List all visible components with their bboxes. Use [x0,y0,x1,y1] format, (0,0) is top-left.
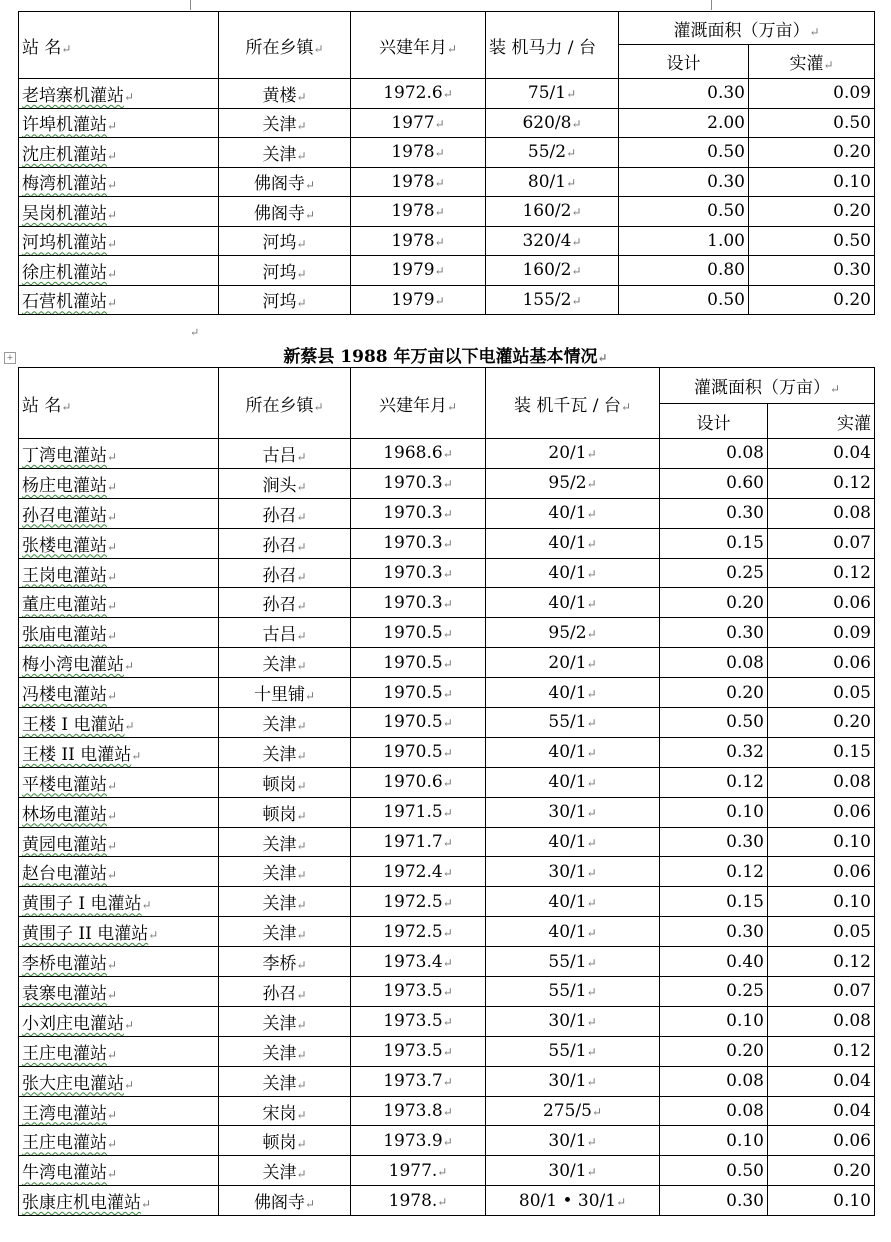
station-name-cell: 王庄电灌站↵ [19,1036,219,1066]
town-cell: 关津↵ [219,108,351,138]
equipment-cell: 40/1↵ [486,678,660,708]
actual-area-cell: 0.12 [768,1036,875,1066]
equipment-cell: 275/5↵ [486,1096,660,1126]
equipment-cell: 30/1↵ [486,1126,660,1156]
build-date-cell: 1971.7↵ [351,827,486,857]
header-design: 设计 [660,404,768,439]
equipment-cell: 30/1↵ [486,1006,660,1036]
town-cell: 关津↵ [219,1036,351,1066]
build-date-cell: 1970.3↵ [351,528,486,558]
town-cell: 孙召↵ [219,588,351,618]
station-name-cell: 沈庄机灌站↵ [19,138,219,168]
table-row [19,1186,875,1216]
design-area-cell: 0.12 [660,857,768,887]
design-area-cell: 0.60 [660,468,768,498]
equipment-cell: 55/1↵ [486,708,660,738]
design-area-cell: 0.15 [660,528,768,558]
header-actual: 实灌↵ [749,45,875,79]
station-name-cell: 小刘庄电灌站↵ [19,1006,219,1036]
build-date-cell: 1973.4↵ [351,947,486,977]
build-date-cell: 1978.↵ [351,1186,486,1216]
equipment-cell: 160/2↵ [486,256,619,286]
header-date: 兴建年月↵ [351,12,486,79]
design-area-cell: 0.08 [660,1096,768,1126]
equipment-cell: 80/1 • 30/1↵ [486,1186,660,1216]
table-row [19,1156,875,1186]
actual-area-cell: 0.10 [749,167,875,197]
table-row [19,528,875,558]
town-cell: 孙召↵ [219,558,351,588]
build-date-cell: 1972.6↵ [351,79,486,109]
design-area-cell: 0.30 [660,498,768,528]
actual-area-cell: 0.20 [749,285,875,315]
build-date-cell: 1978↵ [351,197,486,227]
build-date-cell: 1973.5↵ [351,1036,486,1066]
actual-area-cell: 0.09 [749,79,875,109]
table-row [19,558,875,588]
table-row [19,917,875,947]
actual-area-cell: 0.12 [768,558,875,588]
build-date-cell: 1970.5↵ [351,618,486,648]
design-area-cell: 0.80 [619,256,749,286]
actual-area-cell: 0.10 [768,887,875,917]
equipment-cell: 95/2↵ [486,618,660,648]
build-date-cell: 1970.5↵ [351,737,486,767]
header-actual: 实灌 [768,404,875,439]
actual-area-cell: 0.20 [768,708,875,738]
table-body [19,79,875,315]
actual-area-cell: 0.08 [768,767,875,797]
electric-station-table [18,367,875,1216]
build-date-cell: 1970.3↵ [351,498,486,528]
design-area-cell: 0.08 [660,1066,768,1096]
design-area-cell: 1.00 [619,226,749,256]
town-cell: 关津↵ [219,1066,351,1096]
build-date-cell: 1970.3↵ [351,468,486,498]
equipment-cell: 30/1↵ [486,857,660,887]
equipment-cell: 40/1↵ [486,827,660,857]
build-date-cell: 1978↵ [351,226,486,256]
station-name-cell: 孙召电灌站↵ [19,498,219,528]
build-date-cell: 1970.5↵ [351,648,486,678]
design-area-cell: 0.25 [660,558,768,588]
build-date-cell: 1973.5↵ [351,977,486,1007]
town-cell: 佛阁寺↵ [219,167,351,197]
design-area-cell: 0.15 [660,887,768,917]
station-name-cell: 杨庄电灌站↵ [19,468,219,498]
equipment-cell: 20/1↵ [486,439,660,469]
header-town: 所在乡镇↵ [219,12,351,79]
header-date: 兴建年月↵ [351,368,486,439]
actual-area-cell: 0.50 [749,226,875,256]
table-row [19,285,875,315]
build-date-cell: 1970.3↵ [351,588,486,618]
equipment-cell: 75/1↵ [486,79,619,109]
town-cell: 佛阁寺↵ [219,1186,351,1216]
station-name-cell: 林场电灌站↵ [19,797,219,827]
actual-area-cell: 0.10 [768,1186,875,1216]
design-area-cell: 0.40 [660,947,768,977]
actual-area-cell: 0.50 [749,108,875,138]
design-area-cell: 0.30 [619,167,749,197]
design-area-cell: 0.50 [619,138,749,168]
design-area-cell: 0.08 [660,648,768,678]
build-date-cell: 1973.8↵ [351,1096,486,1126]
actual-area-cell: 0.10 [768,827,875,857]
town-cell: 宋岗↵ [219,1096,351,1126]
station-name-cell: 黄围子 I 电灌站↵ [19,887,219,917]
table-row [19,1066,875,1096]
build-date-cell: 1972.5↵ [351,917,486,947]
station-name-cell: 王岗电灌站↵ [19,558,219,588]
table-row [19,618,875,648]
town-cell: 河坞↵ [219,256,351,286]
build-date-cell: 1979↵ [351,256,486,286]
page-top-edge [190,0,712,10]
table-row [19,439,875,469]
build-date-cell: 1979↵ [351,285,486,315]
town-cell: 关津↵ [219,1006,351,1036]
actual-area-cell: 0.07 [768,977,875,1007]
equipment-cell: 40/1↵ [486,737,660,767]
header-irrigation-area: 灌溉面积（万亩）↵ [619,12,875,45]
table-row [19,1096,875,1126]
town-cell: 古吕↵ [219,618,351,648]
town-cell: 佛阁寺↵ [219,197,351,227]
actual-area-cell: 0.06 [768,797,875,827]
equipment-cell: 155/2↵ [486,285,619,315]
equipment-cell: 320/4↵ [486,226,619,256]
station-name-cell: 老培寨机灌站↵ [19,79,219,109]
station-name-cell: 王湾电灌站↵ [19,1096,219,1126]
station-name-cell: 梅小湾电灌站↵ [19,648,219,678]
table-row [19,1006,875,1036]
town-cell: 关津↵ [219,887,351,917]
table-row [19,857,875,887]
equipment-cell: 40/1↵ [486,917,660,947]
actual-area-cell: 0.04 [768,1096,875,1126]
table-row [19,767,875,797]
header-irrigation-area: 灌溉面积（万亩）↵ [660,368,875,404]
town-cell: 关津↵ [219,1156,351,1186]
table-row [19,648,875,678]
table-row [19,947,875,977]
table-row [19,1126,875,1156]
station-name-cell: 石营机灌站↵ [19,285,219,315]
station-name-cell: 王楼 II 电灌站↵ [19,737,219,767]
station-name-cell: 王庄电灌站↵ [19,1126,219,1156]
design-area-cell: 0.20 [660,678,768,708]
actual-area-cell: 0.20 [749,138,875,168]
equipment-cell: 620/8↵ [486,108,619,138]
build-date-cell: 1978↵ [351,167,486,197]
town-cell: 黄楼↵ [219,79,351,109]
equipment-cell: 20/1↵ [486,648,660,678]
actual-area-cell: 0.15 [768,737,875,767]
equipment-cell: 30/1↵ [486,797,660,827]
design-area-cell: 0.20 [660,1036,768,1066]
header-name: 站 名↵ [19,12,219,79]
table-row [19,708,875,738]
actual-area-cell: 0.08 [768,498,875,528]
equipment-cell: 40/1↵ [486,498,660,528]
build-date-cell: 1970.3↵ [351,558,486,588]
station-name-cell: 丁湾电灌站↵ [19,439,219,469]
actual-area-cell: 0.07 [768,528,875,558]
actual-area-cell: 0.30 [749,256,875,286]
town-cell: 关津↵ [219,917,351,947]
paragraph-mark: ↵ [190,326,200,339]
station-name-cell: 李桥电灌站↵ [19,947,219,977]
design-area-cell: 0.32 [660,737,768,767]
table-row [19,827,875,857]
station-name-cell: 吴岗机灌站↵ [19,197,219,227]
actual-area-cell: 0.20 [768,1156,875,1186]
town-cell: 关津↵ [219,737,351,767]
table-row [19,256,875,286]
build-date-cell: 1972.5↵ [351,887,486,917]
build-date-cell: 1970.5↵ [351,708,486,738]
equipment-cell: 40/1↵ [486,767,660,797]
actual-area-cell: 0.08 [768,1006,875,1036]
station-name-cell: 许埠机灌站↵ [19,108,219,138]
town-cell: 孙召↵ [219,977,351,1007]
design-area-cell: 0.12 [660,767,768,797]
town-cell: 关津↵ [219,648,351,678]
build-date-cell: 1978↵ [351,138,486,168]
table-row [19,167,875,197]
table-row [19,79,875,109]
build-date-cell: 1973.5↵ [351,1006,486,1036]
design-area-cell: 0.50 [660,708,768,738]
town-cell: 河坞↵ [219,226,351,256]
header-design: 设计 [619,45,749,79]
town-cell: 关津↵ [219,857,351,887]
equipment-cell: 80/1↵ [486,167,619,197]
station-name-cell: 赵台电灌站↵ [19,857,219,887]
mechanical-station-table [18,11,875,315]
build-date-cell: 1973.9↵ [351,1126,486,1156]
equipment-cell: 40/1↵ [486,558,660,588]
town-cell: 关津↵ [219,708,351,738]
station-name-cell: 河坞机灌站↵ [19,226,219,256]
town-cell: 河坞↵ [219,285,351,315]
actual-area-cell: 0.04 [768,1066,875,1096]
build-date-cell: 1970.6↵ [351,767,486,797]
design-area-cell: 0.30 [660,1186,768,1216]
town-cell: 关津↵ [219,138,351,168]
town-cell: 顿岗↵ [219,1126,351,1156]
design-area-cell: 0.30 [619,79,749,109]
design-area-cell: 0.10 [660,1006,768,1036]
table-row [19,977,875,1007]
station-name-cell: 黄围子 II 电灌站↵ [19,917,219,947]
table-row [19,108,875,138]
table-row [19,138,875,168]
table-row [19,887,875,917]
actual-area-cell: 0.12 [768,947,875,977]
station-name-cell: 张康庄机电灌站↵ [19,1186,219,1216]
town-cell: 顿岗↵ [219,767,351,797]
table-row [19,1036,875,1066]
table-row [19,468,875,498]
station-name-cell: 董庄电灌站↵ [19,588,219,618]
design-area-cell: 0.10 [660,1126,768,1156]
actual-area-cell: 0.12 [768,468,875,498]
build-date-cell: 1972.4↵ [351,857,486,887]
table-row [19,797,875,827]
build-date-cell: 1977.↵ [351,1156,486,1186]
town-cell: 李桥↵ [219,947,351,977]
build-date-cell: 1977↵ [351,108,486,138]
table-body [19,439,875,1216]
build-date-cell: 1968.6↵ [351,439,486,469]
station-name-cell: 冯楼电灌站↵ [19,678,219,708]
equipment-cell: 40/1↵ [486,887,660,917]
equipment-cell: 160/2↵ [486,197,619,227]
actual-area-cell: 0.06 [768,648,875,678]
design-area-cell: 0.50 [660,1156,768,1186]
station-name-cell: 张楼电灌站↵ [19,528,219,558]
station-name-cell: 平楼电灌站↵ [19,767,219,797]
design-area-cell: 0.50 [619,197,749,227]
design-area-cell: 2.00 [619,108,749,138]
station-name-cell: 徐庄机灌站↵ [19,256,219,286]
station-name-cell: 牛湾电灌站↵ [19,1156,219,1186]
actual-area-cell: 0.06 [768,857,875,887]
equipment-cell: 40/1↵ [486,588,660,618]
table-anchor-icon: + [4,352,16,364]
station-name-cell: 张庙电灌站↵ [19,618,219,648]
station-name-cell: 黄园电灌站↵ [19,827,219,857]
station-name-cell: 王楼 I 电灌站↵ [19,708,219,738]
town-cell: 孙召↵ [219,528,351,558]
actual-area-cell: 0.05 [768,917,875,947]
equipment-cell: 55/2↵ [486,138,619,168]
actual-area-cell: 0.06 [768,588,875,618]
equipment-cell: 40/1↵ [486,528,660,558]
actual-area-cell: 0.05 [768,678,875,708]
town-cell: 涧头↵ [219,468,351,498]
actual-area-cell: 0.20 [749,197,875,227]
equipment-cell: 30/1↵ [486,1156,660,1186]
table-row [19,226,875,256]
station-name-cell: 梅湾机灌站↵ [19,167,219,197]
town-cell: 孙召↵ [219,498,351,528]
table-row [19,737,875,767]
station-name-cell: 袁寨电灌站↵ [19,977,219,1007]
header-name: 站 名↵ [19,368,219,439]
actual-area-cell: 0.06 [768,1126,875,1156]
town-cell: 十里铺↵ [219,678,351,708]
table-title: 新蔡县 1988 年万亩以下电灌站基本情况↵ [283,347,608,367]
town-cell: 顿岗↵ [219,797,351,827]
build-date-cell: 1970.5↵ [351,678,486,708]
design-area-cell: 0.08 [660,439,768,469]
table-row [19,588,875,618]
design-area-cell: 0.20 [660,588,768,618]
build-date-cell: 1973.7↵ [351,1066,486,1096]
table-row [19,197,875,227]
equipment-cell: 55/1↵ [486,947,660,977]
town-cell: 古吕↵ [219,439,351,469]
table-row [19,678,875,708]
design-area-cell: 0.25 [660,977,768,1007]
actual-area-cell: 0.04 [768,439,875,469]
actual-area-cell: 0.09 [768,618,875,648]
header-equipment: 装 机千瓦 / 台↵ [486,368,660,439]
table-row [19,498,875,528]
equipment-cell: 95/2↵ [486,468,660,498]
design-area-cell: 0.30 [660,917,768,947]
design-area-cell: 0.30 [660,827,768,857]
design-area-cell: 0.30 [660,618,768,648]
equipment-cell: 55/1↵ [486,1036,660,1066]
equipment-cell: 55/1↵ [486,977,660,1007]
design-area-cell: 0.10 [660,797,768,827]
build-date-cell: 1971.5↵ [351,797,486,827]
station-name-cell: 张大庄电灌站↵ [19,1066,219,1096]
town-cell: 关津↵ [219,827,351,857]
header-town: 所在乡镇↵ [219,368,351,439]
header-equipment: 装 机马力 / 台 [486,12,619,79]
design-area-cell: 0.50 [619,285,749,315]
equipment-cell: 30/1↵ [486,1066,660,1096]
